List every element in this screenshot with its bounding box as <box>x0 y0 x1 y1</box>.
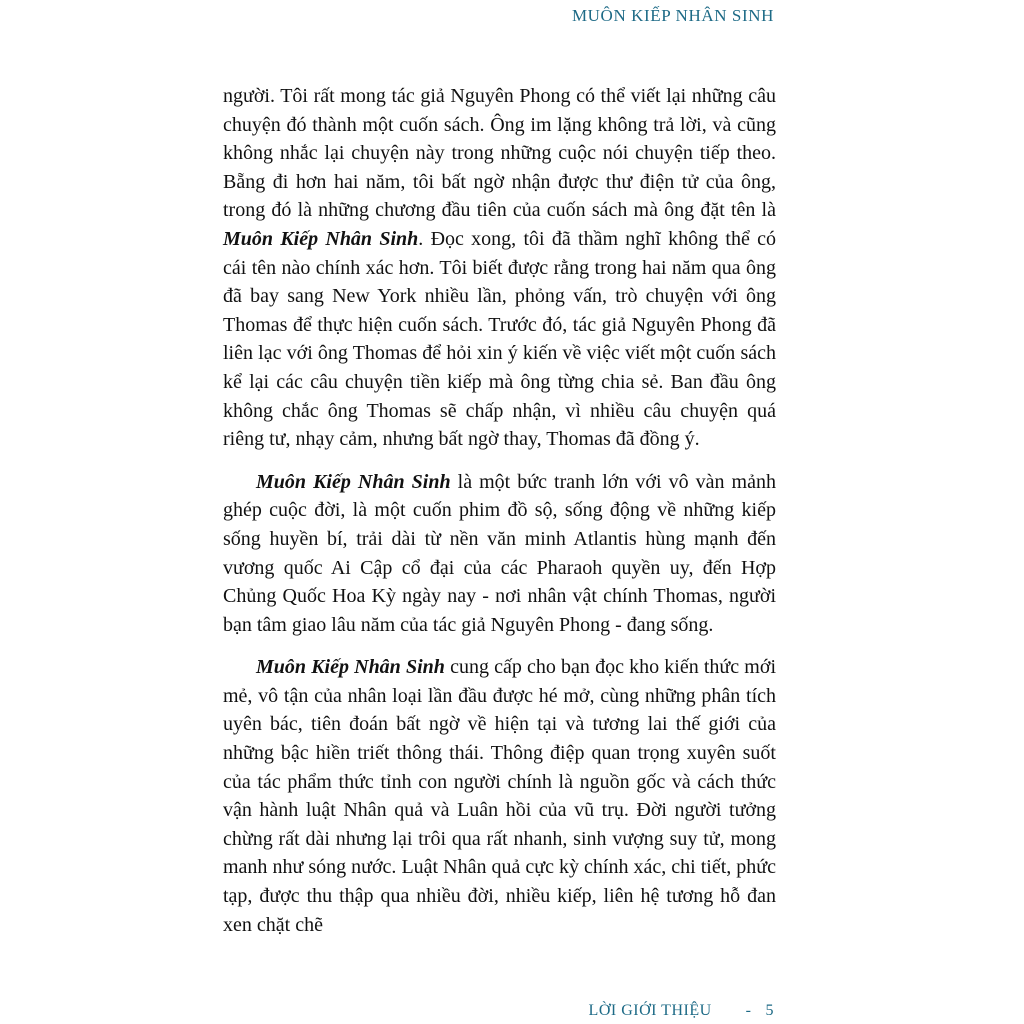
running-footer <box>589 1002 774 1020</box>
paragraph-2 <box>223 468 776 640</box>
footer-separator: - <box>745 1002 752 1019</box>
body-text <box>223 82 776 953</box>
paragraph-2-text: là một bức tranh lớn với vô vàn mảnh ghép cuộc đời, là một cuốn phim đồ sộ, sống động về những kiếp sống huyền bí, trải dài từ nền văn minh Atlantis hùng mạnh đến vương quốc Ai Cập cổ đại của các Pharaoh quyền uy, đến Hợp Chủng Quốc Hoa Kỳ ngày nay - nơi nhân vật chính Thomas, người bạn tâm giao lâu năm của tác giả Nguyên Phong - đang sống. <box>223 470 776 636</box>
paragraph-2-book-title: Muôn Kiếp Nhân Sinh <box>256 470 451 493</box>
paragraph-1 <box>223 82 776 454</box>
paragraph-1-book-title: Muôn Kiếp Nhân Sinh <box>223 227 419 250</box>
paragraph-3 <box>223 653 776 939</box>
paragraph-1-text-b: . Đọc xong, tôi đã thầm nghĩ không thể có cái tên nào chính xác hơn. Tôi biết được rằng trong hai năm qua ông đã bay sang New York nhiều lần, phỏng vấn, trò chuyện với ông Thomas để thực hiện cuốn sách. Trước đó, tác giả Nguyên Phong đã liên lạc với ông Thomas để hỏi xin ý kiến về việc viết một cuốn sách kể lại các câu chuyện tiền kiếp mà ông từng chia sẻ. Ban đầu ông không chắc ông Thomas sẽ chấp nhận, vì nhiều câu chuyện quá riêng tư, nhạy cảm, nhưng bất ngờ thay, Thomas đã đồng ý. <box>223 227 777 451</box>
paragraph-3-text: cung cấp cho bạn đọc kho kiến thức mới mẻ, vô tận của nhân loại lần đầu được hé mở, cùng những phân tích uyên bác, tiên đoán bất ngờ về hiện tại và tương lai thế giới của những bậc hiền triết thông thái. Thông điệp quan trọng xuyên suốt của tác phẩm thức tỉnh con người chính là nguồn gốc và cách thức vận hành luật Nhân quả và Luân hồi của vũ trụ. Đời người tưởng chừng rất dài nhưng lại trôi qua rất nhanh, sinh vượng suy tử, mong manh như sóng nước. Luật Nhân quả cực kỳ chính xác, chi tiết, phức tạp, được thu thập qua nhiều đời, nhiều kiếp, liên hệ tương hỗ đan xen chặt chẽ <box>223 656 776 936</box>
footer-section-title: LỜI GIỚI THIỆU <box>588 1002 712 1019</box>
paragraph-1-text-a: người. Tôi rất mong tác giả Nguyên Phong có thể viết lại những câu chuyện đó thành một cuốn sách. Ông im lặng không trả lời, và cũng không nhắc lại chuyện này trong những cuộc nói chuyện tiếp theo. Bẵng đi hơn hai năm, tôi bất ngờ nhận được thư điện tử của ông, trong đó là những chương đầu tiên của cuốn sách mà ông đặt tên là <box>223 85 776 222</box>
paragraph-3-book-title: Muôn Kiếp Nhân Sinh <box>256 656 445 679</box>
running-header-book-title: MUÔN KIẾP NHÂN SINH <box>571 6 774 25</box>
page-number: 5 <box>765 1002 774 1019</box>
